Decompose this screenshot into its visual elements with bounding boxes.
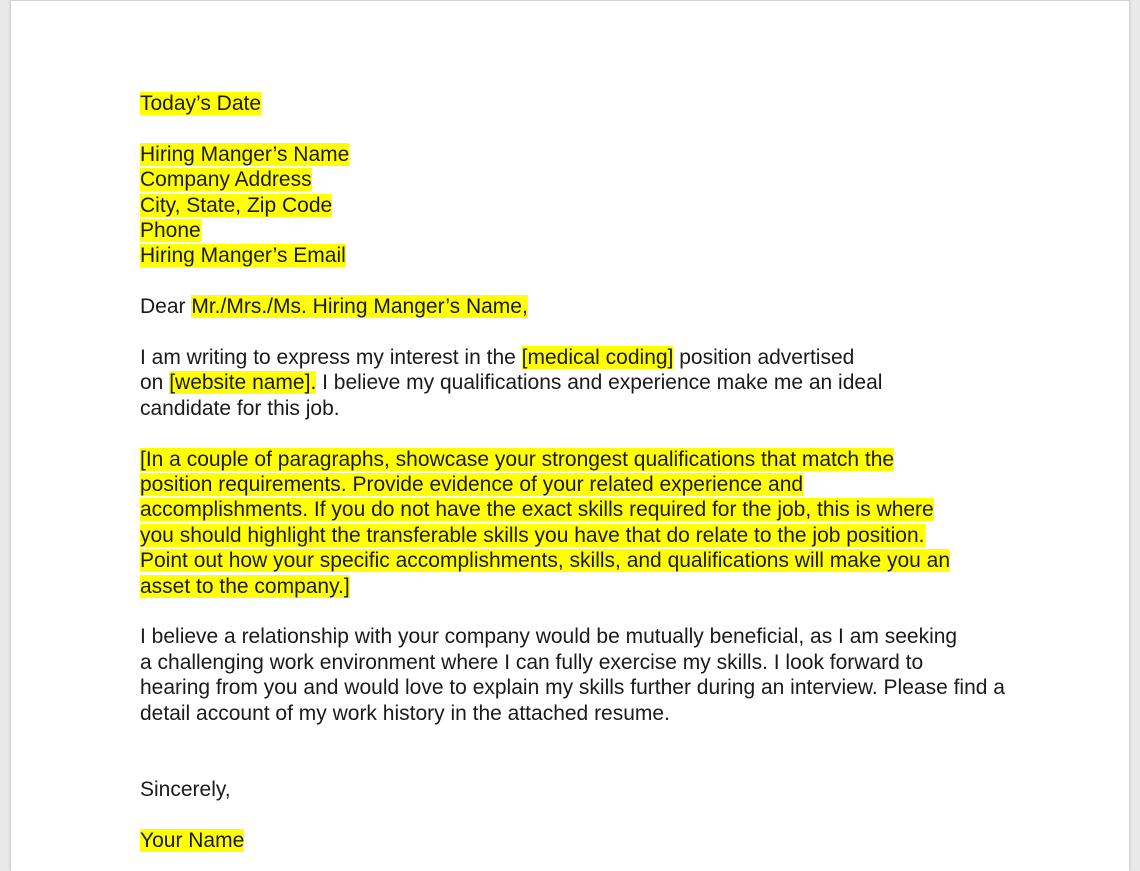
letter-body <box>140 91 1040 853</box>
body-placeholder-paragraph <box>140 447 1040 599</box>
body-placeholder-line[interactable]: you should highlight the transferable skills you have that do relate to the job position. <box>140 523 925 547</box>
recipient-block <box>140 142 1040 269</box>
signoff: Sincerely, <box>140 777 231 801</box>
date-placeholder[interactable]: Today’s Date <box>140 92 262 115</box>
body-placeholder-line[interactable]: asset to the company.] <box>140 574 350 598</box>
closing-line: detail account of my work history in the attached resume. <box>140 701 670 725</box>
closing-line: hearing from you and would love to explain my skills further during an interview. Please find a <box>140 676 1005 700</box>
recipient-phone[interactable]: Phone <box>140 219 201 243</box>
recipient-address[interactable]: Company Address <box>140 168 312 192</box>
document-page <box>11 0 1129 871</box>
salutation <box>140 294 1040 319</box>
intro-text: position advertised <box>673 346 855 370</box>
signature-line <box>140 828 1040 853</box>
intro-paragraph <box>140 345 1040 421</box>
recipient-city-state-zip[interactable]: City, State, Zip Code <box>140 193 333 217</box>
salutation-name[interactable]: Mr./Mrs./Ms. Hiring Manger’s Name, <box>191 295 528 319</box>
intro-text: on <box>140 371 170 395</box>
recipient-email[interactable]: Hiring Manger’s Email <box>140 244 346 268</box>
website-placeholder[interactable]: [website name]. <box>169 371 317 395</box>
position-placeholder[interactable]: [medical coding] <box>521 346 674 370</box>
recipient-name[interactable]: Hiring Manger’s Name <box>140 142 350 166</box>
body-placeholder-line[interactable]: accomplishments. If you do not have the exact skills required for the job, this is where <box>140 498 934 522</box>
closing-line: I believe a relationship with your company would be mutually beneficial, as I am seeking <box>140 625 958 649</box>
intro-text: I am writing to express my interest in the <box>140 346 522 370</box>
intro-text: candidate for this job. <box>140 396 340 420</box>
date-line <box>140 91 1040 116</box>
body-placeholder-line[interactable]: [In a couple of paragraphs, showcase your strongest qualifications that match the <box>140 447 895 471</box>
intro-text: I believe my qualifications and experience make me an ideal <box>316 371 883 395</box>
closing-paragraph <box>140 624 1040 726</box>
body-placeholder-line[interactable]: position requirements. Provide evidence of your related experience and <box>140 473 804 497</box>
salutation-prefix: Dear <box>140 295 192 319</box>
body-placeholder-line[interactable]: Point out how your specific accomplishments, skills, and qualifications will make you an <box>140 549 951 573</box>
closing-line: a challenging work environment where I can fully exercise my skills. I look forward to <box>140 650 924 674</box>
signature-placeholder[interactable]: Your Name <box>140 828 245 852</box>
